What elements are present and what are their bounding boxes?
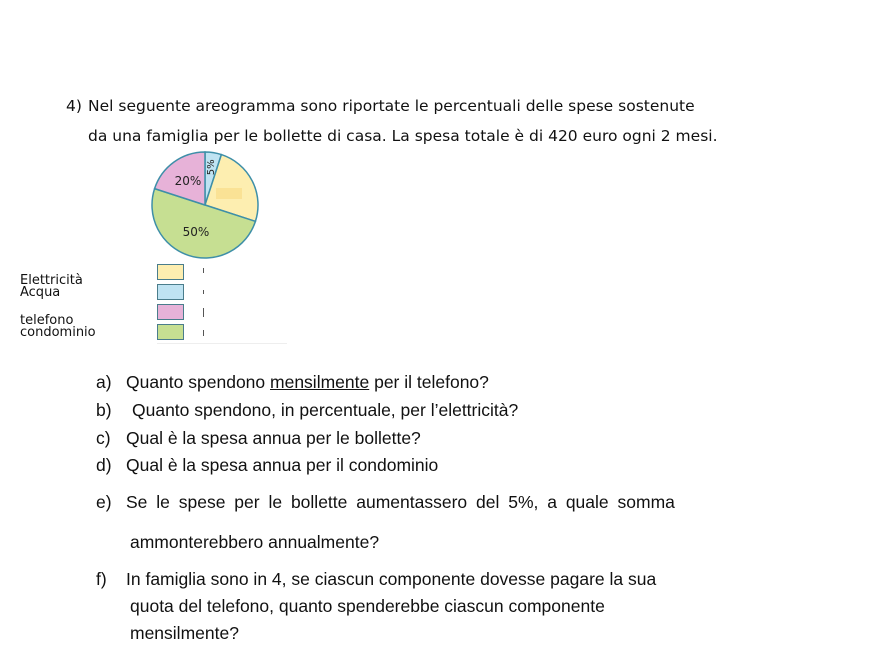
- legend-tick: [203, 308, 204, 317]
- legend-tick: [203, 290, 204, 294]
- legend-tick: [203, 268, 204, 273]
- problem-statement: [66, 91, 826, 151]
- divider: [157, 343, 287, 344]
- pie-label-acqua: 5%: [206, 159, 217, 176]
- question-f-line-2: quota del telefono, quanto spenderebbe ciascun componente: [130, 596, 605, 616]
- legend-label-acqua: Acqua: [20, 285, 61, 300]
- pie-label-condominio: 50%: [182, 225, 210, 240]
- pie-label-patch: [216, 188, 242, 199]
- pie-chart: [148, 147, 286, 271]
- underlined-word: mensilmente: [270, 372, 370, 392]
- legend-swatch-telefono: [157, 304, 184, 320]
- question-c: c) Qual è la spesa annua per le bollette?: [96, 428, 421, 448]
- legend-label-telefono: telefono: [20, 313, 74, 328]
- question-a: a) Quanto spendono mensilmente per il telefono?: [96, 372, 489, 392]
- question-d: d) Qual è la spesa annua per il condominio: [96, 455, 439, 475]
- question-b: b) Quanto spendono, in percentuale, per l’elettricità?: [96, 400, 519, 420]
- question-f: f) In famiglia sono in 4, se ciascun componente dovesse pagare la sua: [96, 569, 657, 589]
- problem-line-1: 4) Nel seguente areogramma sono riportate le percentuali delle spese sostenute: [66, 91, 826, 121]
- legend-swatch-acqua: [157, 284, 184, 300]
- problem-line-2: da una famiglia per le bollette di casa. La spesa totale è di 420 euro ogni 2 mesi.: [88, 127, 718, 145]
- legend-label-elettricita: Elettricità: [20, 273, 83, 288]
- problem-number: 4): [66, 97, 82, 115]
- question-f-line-3: mensilmente?: [130, 623, 239, 643]
- legend-swatch-elettricita: [157, 264, 184, 280]
- legend-swatch-condominio: [157, 324, 184, 340]
- legend-tick: [203, 330, 204, 336]
- pie-label-telefono: 20%: [174, 173, 202, 188]
- question-e: e) Se le spese per le bollette aumentassero del 5%, a quale somma: [96, 492, 675, 512]
- question-e-continued: ammonterebbero annualmente?: [130, 532, 380, 552]
- legend-label-condominio: condominio: [20, 325, 96, 340]
